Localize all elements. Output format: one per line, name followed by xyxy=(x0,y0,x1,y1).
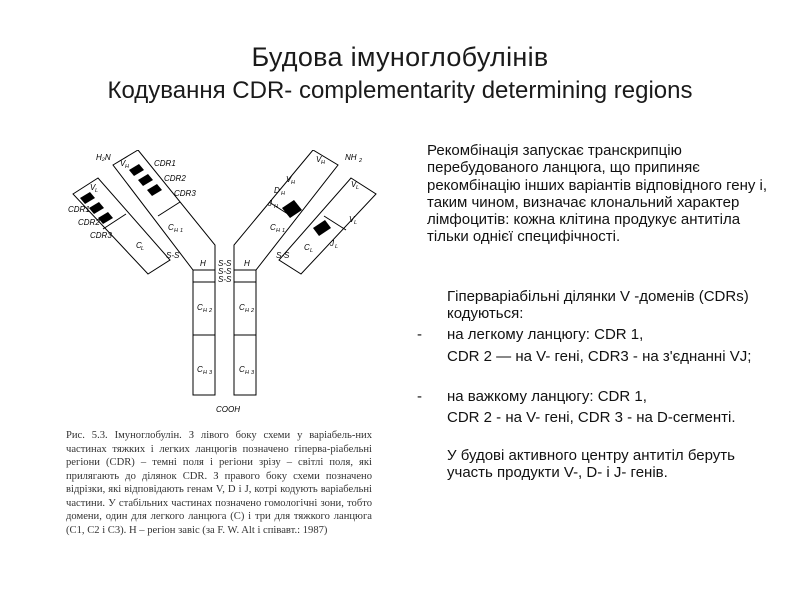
svg-text:H: H xyxy=(276,228,280,234)
vl-label: V xyxy=(90,183,96,192)
bullet-light-chain-cont: CDR 2 — на V- гені, CDR3 - на з'єднанні VJ; xyxy=(447,348,752,365)
antibody-diagram xyxy=(58,150,388,422)
cdr-band xyxy=(147,184,162,196)
svg-text:L: L xyxy=(354,220,358,226)
svg-text:3: 3 xyxy=(209,370,213,376)
ch2-label: C xyxy=(197,303,203,312)
disulfide-mid-1: S-S xyxy=(218,259,232,268)
slide-title: Будова імуноглобулінів xyxy=(251,42,549,72)
bullet-light-chain: на легкому ланцюгу: CDR 1, xyxy=(447,326,644,343)
vh-label-right-inner: V xyxy=(286,175,292,184)
disulfide-label-right: S-S xyxy=(276,251,290,260)
svg-text:L: L xyxy=(310,248,314,254)
svg-text:L: L xyxy=(141,246,145,252)
bullet-heavy-chain-cont: CDR 2 - на V- гені, CDR 3 - на D-сегменті. xyxy=(447,409,736,426)
cdr2-light-label: CDR2 xyxy=(78,218,100,227)
cl-label: C xyxy=(136,241,142,250)
svg-text:H: H xyxy=(291,180,295,186)
bullet-dash: - xyxy=(417,388,422,405)
bullet-dash: - xyxy=(417,326,422,343)
svg-text:H: H xyxy=(281,191,285,197)
cooh-label: COOH xyxy=(216,405,240,414)
cdr-band xyxy=(89,202,104,214)
disulfide-mid-2: S-S xyxy=(218,267,232,276)
svg-text:H: H xyxy=(245,308,249,314)
cdr3-label: CDR3 xyxy=(174,189,196,198)
jl-label: J xyxy=(330,239,334,248)
paragraph-hypervariable: Гіперваріабільні ділянки V -доменів (CDRs) кодуються: xyxy=(447,288,749,323)
svg-text:2: 2 xyxy=(359,158,363,164)
svg-text:H: H xyxy=(174,228,178,234)
svg-text:L: L xyxy=(335,244,339,250)
dh-label: D xyxy=(274,186,280,195)
cdr-band xyxy=(129,164,144,176)
nh2-label: NH xyxy=(345,153,357,162)
cdr1-light-label: CDR1 xyxy=(68,205,90,214)
paragraph-active-center: У будові активного центру антитіл беруть участь продукти V-, D- і J- генів. xyxy=(447,447,735,482)
ch3-label: C xyxy=(197,365,203,374)
disulfide-label: S-S xyxy=(166,251,180,260)
svg-text:1: 1 xyxy=(180,228,184,234)
cl-label-right: C xyxy=(304,243,310,252)
svg-text:2: 2 xyxy=(251,308,255,314)
vh-label: V xyxy=(120,159,126,168)
svg-text:L: L xyxy=(95,188,99,194)
vl-label-right: V xyxy=(351,180,357,189)
svg-text:3: 3 xyxy=(251,370,255,376)
hinge-label: H xyxy=(200,259,206,268)
right-fc-stem xyxy=(234,270,256,395)
svg-text:H: H xyxy=(245,370,249,376)
cdr-band xyxy=(98,212,113,224)
ch2-label-right: C xyxy=(239,303,245,312)
paragraph-recombination: Рекомбінація запускає транскрипцію перебудованого ланцюга, що припиняє рекомбінацію інших варіантів відповідного гену і, таким чином, визначає клональний характер лімфоцитів: кожна клітина продукує антитіла тільки однієї специфічності. xyxy=(427,142,768,246)
hinge-label-right: H xyxy=(244,259,250,268)
svg-text:H: H xyxy=(125,164,129,170)
svg-text:1: 1 xyxy=(282,228,286,234)
h2n-label: H₂N xyxy=(96,153,111,162)
ch1-label-right: C xyxy=(270,223,276,232)
cdr2-label: CDR2 xyxy=(164,174,186,183)
jh-label: J xyxy=(268,199,272,208)
cdr-band xyxy=(80,192,95,204)
bullet-heavy-chain: на важкому ланцюгу: CDR 1, xyxy=(447,388,647,405)
slide-subtitle: Кодування CDR- complementarity determining regions xyxy=(107,77,693,104)
svg-text:H: H xyxy=(321,160,325,166)
svg-text:H: H xyxy=(203,308,207,314)
left-fc-stem xyxy=(193,270,215,395)
svg-text:H: H xyxy=(203,370,207,376)
ch1-label: C xyxy=(168,223,174,232)
svg-text:H: H xyxy=(274,204,278,210)
ch3-label-right: C xyxy=(239,365,245,374)
vl-label-right-lower: V xyxy=(349,215,355,224)
cdr1-label: CDR1 xyxy=(154,159,176,168)
cdr3-light-label: CDR3 xyxy=(90,231,112,240)
figure-caption: Рис. 5.3. Імуноглобулін. З лівого боку схеми у варіабель-них частинах тяжких і легких ланцюгів позначено гіперва-ріабельні регіони (CDR) – темні поля і регіони зрізу – світлі поля, які прилягають до ділянок CDR. З правого боку схеми позначено відрізки, які відповідають генам V, D і J, котрі кодують варіабельні частини. У стабільних частинах позначено гомологічні зони, тобто домени, один для легкого ланцюга (C) і три для тяжкого ланцюга (C1, C2 і C3). H – регіон завіс (за F. W. Alt і співавт.: 1987) xyxy=(66,430,372,536)
svg-text:2: 2 xyxy=(209,308,213,314)
cdr-band xyxy=(138,174,153,186)
svg-text:L: L xyxy=(356,185,360,191)
vh-label-right: V xyxy=(316,155,322,164)
jl-segment xyxy=(313,220,331,236)
disulfide-mid-3: S-S xyxy=(218,275,232,284)
